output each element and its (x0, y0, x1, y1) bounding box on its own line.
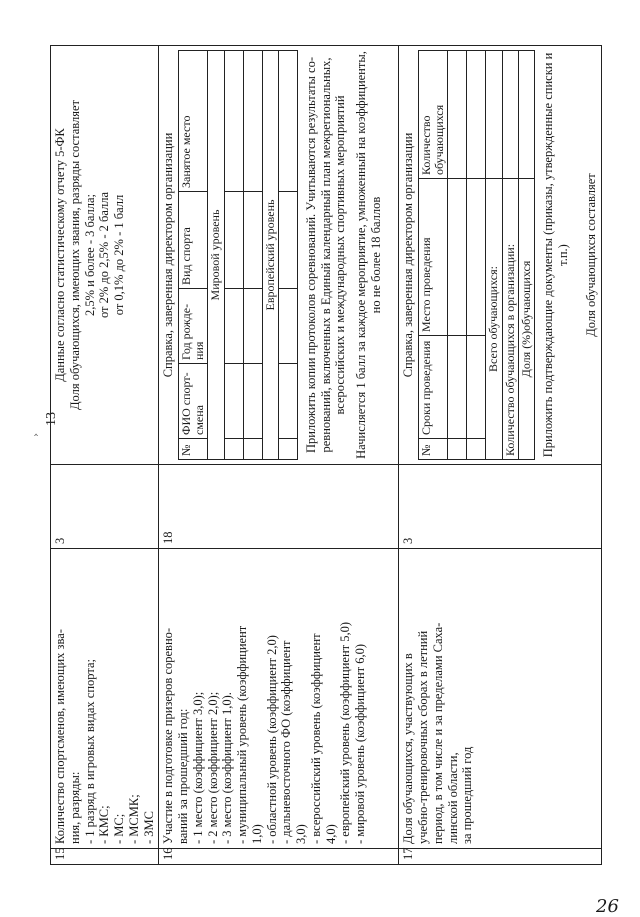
evidence-title: Справка, заверенная директором организации (161, 132, 176, 378)
text-line: - областной уровень (коэффициент 2,0) (264, 635, 279, 844)
row-number: 16 (159, 849, 399, 865)
handwritten-page-number: 26 (596, 896, 619, 917)
text-line: всероссийских и международных спортивных мероприятий (333, 95, 348, 415)
text-line: Начисляется 1 балл за каждое мероприятие, умноженный на коэффициенты, (354, 51, 368, 459)
col-header-sport: Вид спорта (179, 192, 208, 289)
points-cell: 18 (159, 465, 399, 549)
text-line: от 0,1% до 2% - 1 балл (112, 194, 126, 316)
text-line: Доля обучающихся, имеющих звания, разряды составляет (67, 100, 82, 410)
text-line: ния, разряды: (67, 771, 82, 844)
total-label: Всего обучающихся: (486, 179, 502, 460)
text-line: ваний за прошедший год: (176, 708, 190, 844)
scan-mark: ‸ (34, 422, 39, 436)
points-cell: 3 (399, 465, 602, 549)
col-header-place: Занятое место (179, 51, 208, 192)
col-header-dates: Сроки проведения (419, 336, 448, 439)
text-line: - дальневосточного ФО (коэффициент (279, 640, 294, 844)
text-line: - 2 место (коэффициент 2,0); (205, 691, 220, 844)
evidence-cell (159, 46, 399, 465)
points-cell: 3 (51, 465, 159, 549)
row-number: 15 (51, 849, 159, 865)
text-line: - мировой уровень (коэффициент 6,0) (353, 643, 367, 844)
text-line: Данные согласно статистическому отчету 5-ФК (53, 128, 67, 382)
text-line: 1,0) (249, 824, 264, 844)
table-row-16 (159, 46, 399, 865)
col-header-num: № (419, 439, 448, 460)
text-line: но не более 18 баллов (368, 196, 383, 314)
winners-table (178, 50, 298, 460)
protocols-note (304, 50, 348, 460)
text-line: - муниципальный уровень (коэффициент (235, 625, 249, 844)
evidence-title: Справка, заверенная директором организации (401, 132, 416, 378)
text-line: - 1 разряд в игровых видах спорта; (82, 659, 97, 844)
col-header-birth-year: Год рожде-ния (179, 289, 208, 364)
text-line: - европейский уровень (коэффициент 5,0) (338, 621, 353, 844)
criterion-cell (399, 549, 602, 849)
text-line: Приложить копии протоколов соревнований. Учитываются результаты со- (303, 56, 318, 454)
text-line: за прошедший год (460, 746, 475, 844)
table-row-17 (399, 46, 602, 865)
text-line: 3,0) (294, 824, 308, 844)
table-row-15 (51, 46, 159, 865)
level-europe: Европейский уровень (262, 51, 278, 460)
page-header-number: 13 (44, 412, 59, 426)
text-line: - ЗМС (141, 810, 156, 844)
text-line: 2,5% и более - 3 балла; (82, 193, 97, 317)
evidence-cell (399, 46, 602, 465)
text-line: т.п.) (555, 244, 570, 266)
attach-note (541, 50, 571, 460)
row-number: 17 (399, 849, 602, 865)
text-line: - МСМК; (126, 794, 141, 844)
col-header-num: № (179, 439, 208, 460)
share-label: Доля (%)обучающихся (518, 179, 534, 460)
calculation-note (354, 50, 384, 460)
text-line: учебно-тренировочных сборах в летний (416, 630, 430, 844)
text-line: от 2% до 2,5% - 2 балла (97, 191, 112, 319)
col-header-count: Количество обучающихся (419, 51, 448, 179)
text-line: Приложить подтверждающие документы (приказы, утвержденные списки и (540, 52, 555, 458)
text-line: период, в том числе и за пределами Саха- (430, 622, 445, 844)
text-line: Количество спортсменов, имеющих зва- (53, 629, 67, 844)
count-label: Количество обучающихся в организации: (502, 179, 518, 460)
evidence-cell (51, 46, 159, 465)
level-world: Мировой уровень (208, 51, 224, 460)
rotated-table-container (50, 45, 610, 865)
criterion-cell (51, 549, 159, 849)
text-line: - КМС; (97, 805, 112, 844)
text-line: 4,0) (323, 824, 338, 844)
col-header-name: ФИО спорт-сменa (179, 364, 208, 439)
text-line: ревнований, включенных в Единый календарный план межрегиональных, (318, 57, 333, 453)
text-line: - всероссийский уровень (коэффициент (308, 633, 323, 844)
text-line: - 3 место (коэффициент 1,0). (220, 692, 235, 844)
text-line: Доля обучающихся, участвующих в (401, 653, 416, 844)
text-line: - 1 место (коэффициент 3,0); (190, 691, 205, 844)
result-line: Доля обучающихся составляет (584, 173, 599, 337)
text-line: Участие в подготовке призеров соревно- (161, 627, 176, 844)
text-line: - МС; (112, 813, 126, 844)
text-line: линской области, (445, 752, 460, 844)
criterion-cell (159, 549, 399, 849)
camps-table (418, 50, 535, 460)
col-header-place: Место проведения (419, 179, 448, 336)
criteria-table (50, 45, 602, 865)
